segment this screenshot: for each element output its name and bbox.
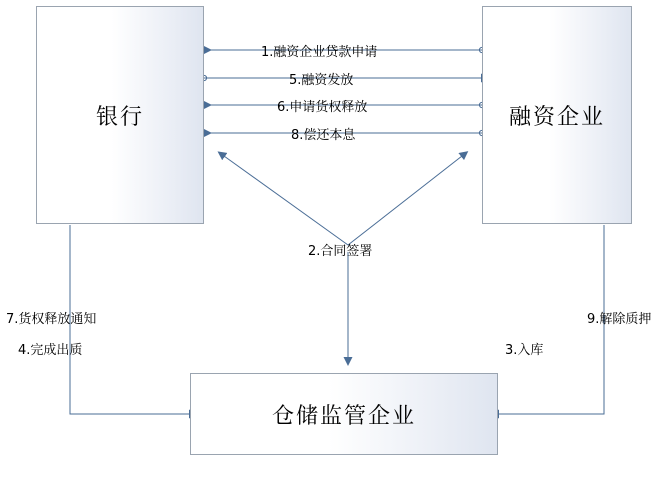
node-bank[interactable] <box>36 6 204 224</box>
edge-label-pledge-completed: 4.完成出质 <box>18 343 83 358</box>
edge-label-funding-release: 5.融资发放 <box>289 73 354 88</box>
edge-label-repay-principal-interest: 8.偿还本息 <box>291 128 356 143</box>
edge-label-loan-application: 1.融资企业贷款申请 <box>261 45 378 60</box>
edge-label-warehousing: 3.入库 <box>505 343 544 358</box>
node-financing-enterprise-label: 融资企业 <box>508 104 605 130</box>
edge-label-contract-signing: 2.合同签署 <box>308 244 373 259</box>
edge-label-request-goods-right-release: 6.申请货权释放 <box>277 100 368 115</box>
node-warehouse-supervision-enterprise[interactable] <box>190 373 498 455</box>
node-bank-label: 银行 <box>95 104 144 130</box>
edge-label-goods-right-release-notice: 7.货权释放通知 <box>6 312 97 327</box>
node-warehouse-supervision-enterprise-label: 仓储监管企业 <box>271 403 416 429</box>
node-financing-enterprise[interactable] <box>482 6 632 224</box>
edge-label-release-pledge: 9.解除质押 <box>587 312 652 327</box>
